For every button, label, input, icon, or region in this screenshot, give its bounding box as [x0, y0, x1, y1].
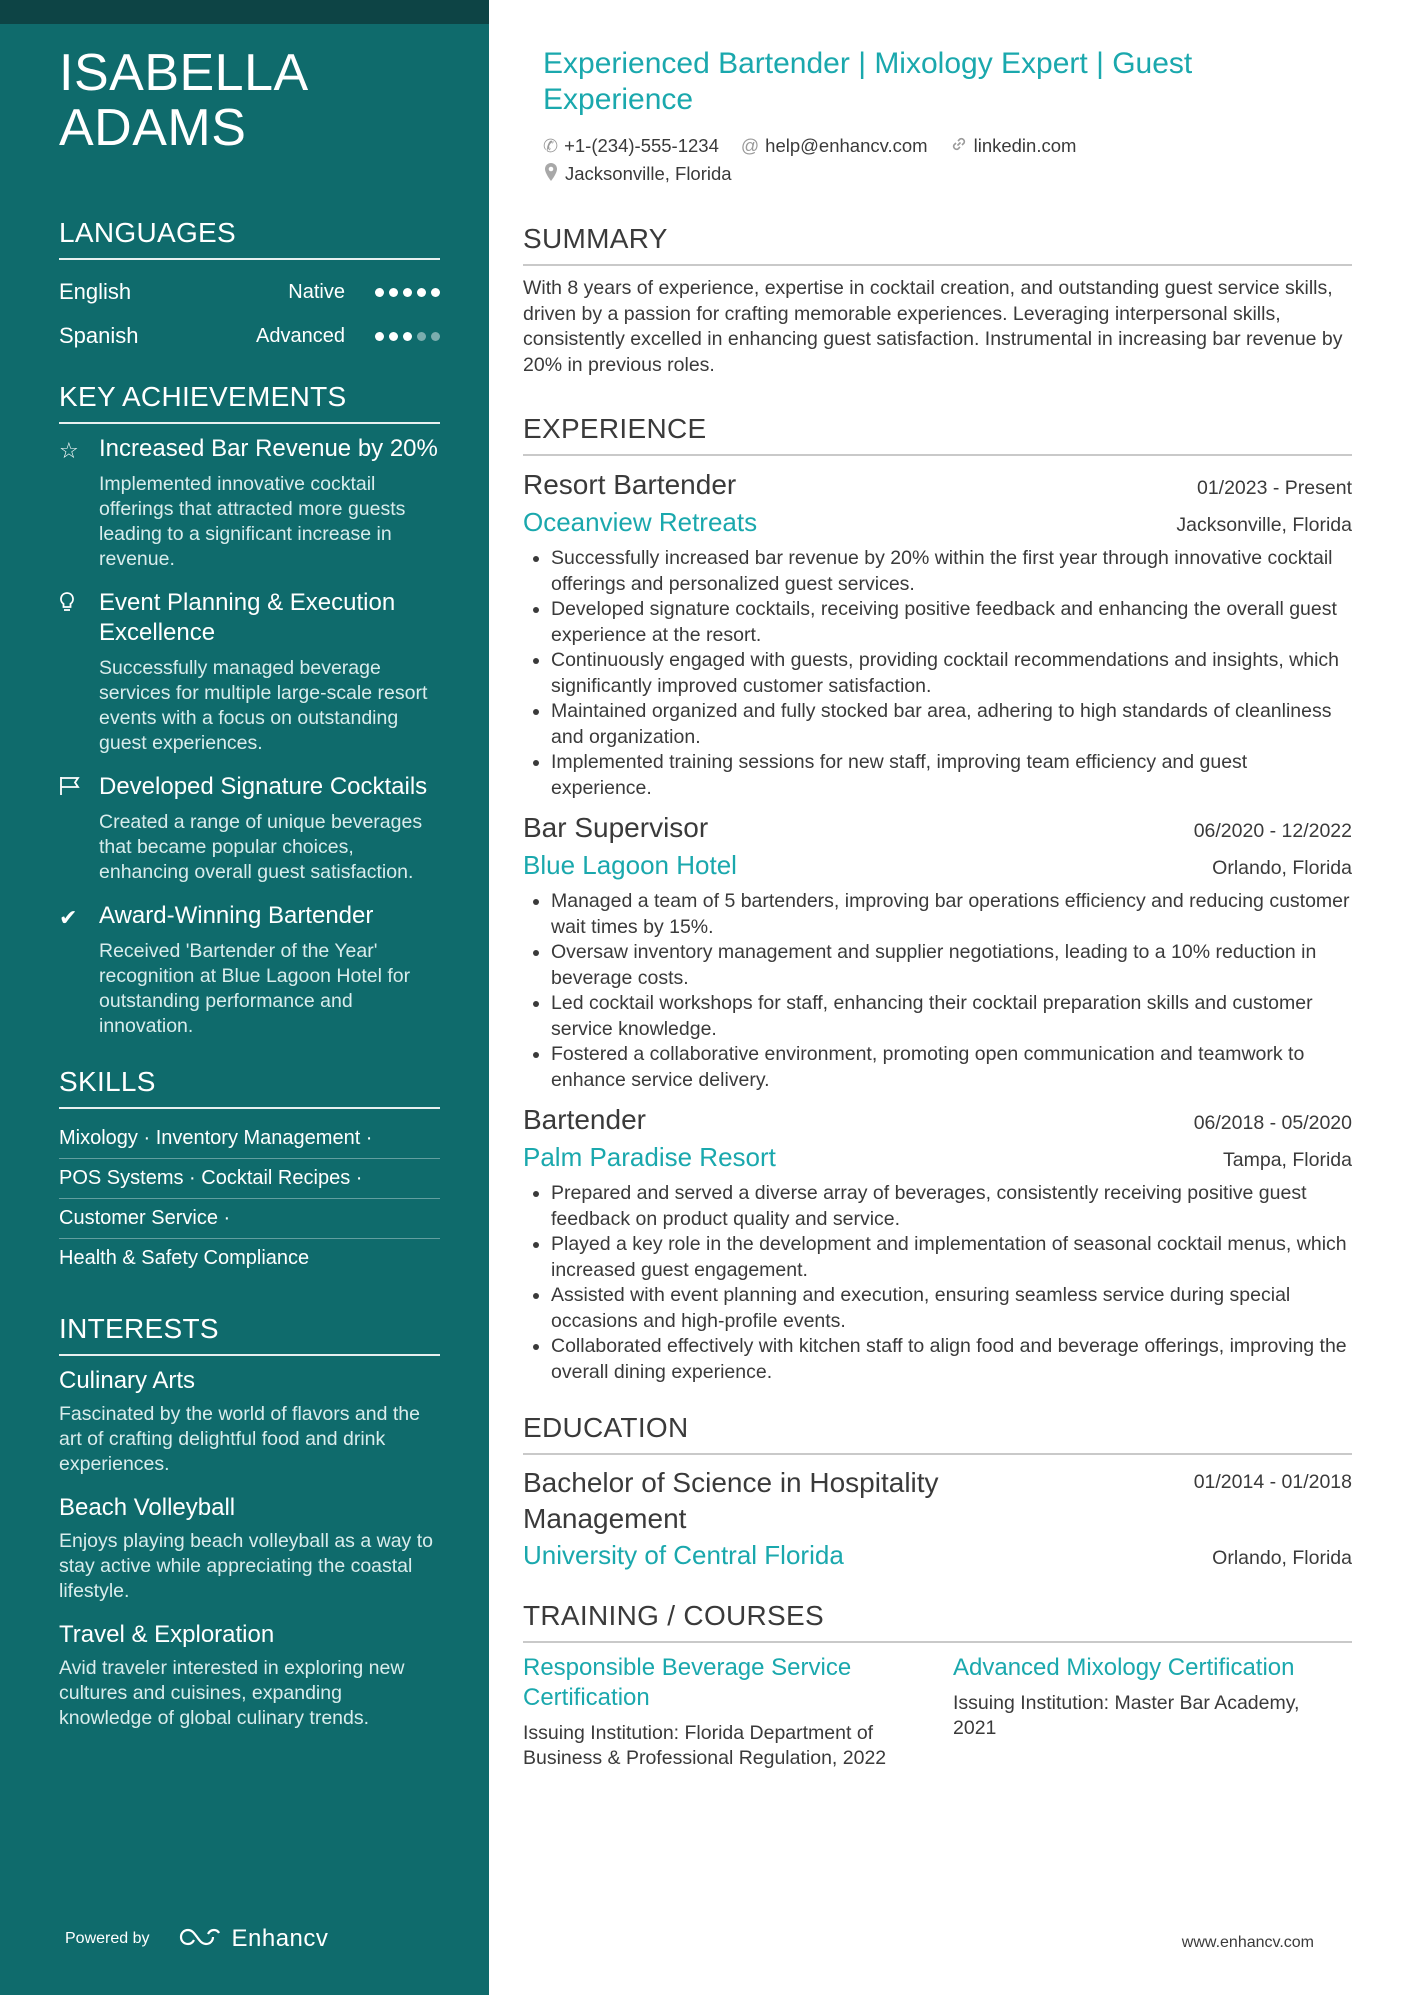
dot-icon: [403, 332, 412, 341]
job-company: Oceanview Retreats: [523, 507, 758, 537]
list-item: • Implemented training sessions for new staff, improving team efficiency and guest experience.: [551, 750, 1352, 801]
dot-icon: [389, 288, 398, 297]
course-desc: Issuing Institution: Florida Department of Business & Professional Regulation, 2022: [523, 1722, 887, 1769]
language-level: Native: [288, 280, 345, 303]
powered-by: [65, 1925, 328, 1953]
list-item: • Maintained organized and fully stocked bar area, adhering to high standards of cleanliness and organization.: [551, 699, 1352, 750]
contact-phone: [543, 135, 719, 157]
achievement-title: Event Planning & Execution Excellence: [99, 589, 396, 646]
check-icon: ✔: [59, 905, 78, 930]
candidate-name: [59, 46, 440, 156]
course-item: [953, 1653, 1343, 1771]
sidebar-top-strip: [0, 0, 489, 24]
language-name: Spanish: [59, 323, 139, 348]
job-date: 06/2018 - 05/2020: [1193, 1112, 1352, 1134]
list-item: • Successfully increased bar revenue by 20% within the first year through innovative cocktail offerings and personalized guest services.: [551, 546, 1352, 597]
dot-icon: [403, 288, 412, 297]
contact-link[interactable]: [950, 135, 1077, 158]
job-title: Bartender: [523, 1104, 646, 1135]
name-last: ADAMS: [59, 99, 247, 157]
achievement-desc: Implemented innovative cocktail offerings that attracted more guests leading to a significant increase in revenue.: [99, 473, 406, 570]
footer-url[interactable]: www.enhancv.com: [1181, 1934, 1314, 1951]
achievement-item: [59, 772, 440, 885]
star-icon: ☆: [59, 438, 79, 463]
job-entry: [523, 1101, 1352, 1385]
skills-title: SKILLS: [59, 1065, 440, 1109]
school-name: University of Central Florida: [523, 1540, 844, 1570]
location-pin-icon: [543, 162, 559, 187]
phone-text: +1-(234)-555-1234: [564, 135, 719, 156]
course-title: Responsible Beverage Service Certification: [523, 1654, 852, 1711]
job-location: Tampa, Florida: [1223, 1149, 1352, 1171]
degree-title: Bachelor of Science in Hospitality Management: [523, 1467, 939, 1534]
link-text[interactable]: linkedin.com: [973, 135, 1077, 156]
contact-email[interactable]: [741, 135, 928, 157]
job-date: 01/2023 - Present: [1196, 477, 1352, 499]
training-section: [523, 1599, 1352, 1771]
list-item: • Collaborated effectively with kitchen staff to align food and beverage offerings, improving the overall dining experience.: [551, 1334, 1352, 1385]
list-item: • Led cocktail workshops for staff, enhancing their cocktail preparation skills and customer service knowledge.: [551, 991, 1352, 1042]
interests-section: [59, 1312, 440, 1731]
sidebar: [0, 0, 489, 1995]
main-content: [523, 46, 1352, 1771]
list-item: • Developed signature cocktails, receiving positive feedback and enhancing the overall guest experience at the resort.: [551, 597, 1352, 648]
achievement-desc: Received 'Bartender of the Year' recognition at Blue Lagoon Hotel for outstanding performance and innovation.: [99, 940, 411, 1037]
skill-line: Health & Safety Compliance: [59, 1247, 310, 1269]
job-entry: [523, 809, 1352, 1093]
skill-line: Customer Service ·: [59, 1199, 440, 1239]
language-dots: [375, 332, 440, 341]
training-title: TRAINING / COURSES: [523, 1599, 1352, 1643]
email-text[interactable]: help@enhancv.com: [765, 135, 928, 156]
contact-info: [543, 132, 1352, 188]
course-item: [523, 1653, 913, 1771]
job-title: Resort Bartender: [523, 469, 737, 500]
enhancv-logo-icon: [178, 1926, 224, 1953]
summary-title: SUMMARY: [523, 222, 1352, 266]
job-bullets: [523, 889, 1352, 1093]
school-location: Orlando, Florida: [1212, 1547, 1352, 1569]
list-item: • Played a key role in the development and implementation of seasonal cocktail menus, which increased guest engagement.: [551, 1232, 1352, 1283]
interest-desc: Avid traveler interested in exploring new cultures and cuisines, expanding knowledge of global culinary trends.: [59, 1657, 405, 1729]
dot-icon: [431, 332, 440, 341]
job-location: Jacksonville, Florida: [1176, 514, 1352, 536]
list-item: • Prepared and served a diverse array of beverages, consistently receiving positive guest feedback on product quality and service.: [551, 1181, 1352, 1232]
list-item: • Oversaw inventory management and supplier negotiations, leading to a 10% reduction in beverage costs.: [551, 940, 1352, 991]
name-first: ISABELLA: [59, 44, 309, 102]
job-bullets: [523, 1181, 1352, 1385]
link-icon: [950, 135, 968, 158]
dot-icon: [375, 332, 384, 341]
list-item: • Fostered a collaborative environment, promoting open communication and teamwork to enhance service delivery.: [551, 1042, 1352, 1093]
language-item: [59, 314, 440, 358]
interest-title: Travel & Exploration: [59, 1621, 275, 1648]
education-section: [523, 1411, 1352, 1573]
job-title: Bar Supervisor: [523, 812, 709, 843]
language-dots: [375, 288, 440, 297]
language-name: English: [59, 279, 132, 304]
at-icon: @: [740, 135, 760, 156]
skill-line: POS Systems · Cocktail Recipes ·: [59, 1159, 440, 1199]
achievement-desc: Successfully managed beverage services for multiple large-scale resort events with a focus on outstanding guest experiences.: [99, 657, 428, 754]
job-company: Palm Paradise Resort: [523, 1142, 776, 1172]
achievement-title: Award-Winning Bartender: [99, 902, 374, 929]
headline: Experienced Bartender | Mixology Expert | Guest Experience: [543, 47, 1193, 116]
dot-icon: [417, 332, 426, 341]
job-company: Blue Lagoon Hotel: [523, 850, 737, 880]
achievement-item: [59, 434, 440, 572]
dot-icon: [375, 288, 384, 297]
job-bullets: [523, 546, 1352, 801]
achievement-title: Increased Bar Revenue by 20%: [99, 435, 438, 462]
achievement-item: [59, 901, 440, 1039]
powered-brand: Enhancv: [231, 1925, 329, 1952]
interest-title: Culinary Arts: [59, 1367, 196, 1394]
languages-title: LANGUAGES: [59, 216, 440, 260]
language-level: Advanced: [256, 324, 345, 347]
lightbulb-icon: [59, 588, 99, 756]
powered-label: Powered by: [65, 1930, 150, 1947]
dot-icon: [431, 288, 440, 297]
summary-section: [523, 222, 1352, 378]
course-desc: Issuing Institution: Master Bar Academy, 2021: [953, 1692, 1300, 1739]
flag-icon: [59, 772, 99, 885]
course-title: Advanced Mixology Certification: [953, 1654, 1295, 1681]
skill-line: Mixology · Inventory Management ·: [59, 1119, 440, 1159]
education-date: 01/2014 - 01/2018: [1193, 1471, 1352, 1493]
education-title: EDUCATION: [523, 1411, 1352, 1455]
language-item: [59, 270, 440, 314]
achievements-title: KEY ACHIEVEMENTS: [59, 380, 440, 424]
list-item: • Assisted with event planning and execution, ensuring seamless service during special occasions and high-profile events.: [551, 1283, 1352, 1334]
job-entry: [523, 466, 1352, 801]
job-date: 06/2020 - 12/2022: [1193, 820, 1352, 842]
contact-location: [543, 162, 732, 187]
location-text: Jacksonville, Florida: [565, 163, 732, 184]
achievement-item: [59, 588, 440, 756]
list-item: • Managed a team of 5 bartenders, improving bar operations efficiency and reducing customer wait times by 15%.: [551, 889, 1352, 940]
summary-text: With 8 years of experience, expertise in cocktail creation, and outstanding guest service skills, driven by a passion for crafting memorable experiences. Leveraging interpersonal skills, consistently excelled in enhancing guest satisfaction. Instrumental in increasing bar revenue by 20% in previous roles.: [523, 277, 1343, 376]
phone-icon: ✆: [543, 135, 559, 156]
experience-title: EXPERIENCE: [523, 412, 1352, 456]
interests-title: INTERESTS: [59, 1312, 440, 1356]
skills-section: [59, 1065, 440, 1278]
dot-icon: [417, 288, 426, 297]
achievement-title: Developed Signature Cocktails: [99, 773, 428, 800]
job-location: Orlando, Florida: [1212, 857, 1352, 879]
experience-section: [523, 412, 1352, 1385]
achievements-section: [59, 380, 440, 1039]
interest-desc: Fascinated by the world of flavors and the art of crafting delightful food and drink experiences.: [59, 1403, 420, 1475]
interest-desc: Enjoys playing beach volleyball as a way to stay active while appreciating the coastal lifestyle.: [59, 1530, 433, 1602]
achievement-desc: Created a range of unique beverages that became popular choices, enhancing overall guest satisfaction.: [99, 811, 423, 883]
languages-section: [59, 216, 440, 358]
dot-icon: [389, 332, 398, 341]
interest-title: Beach Volleyball: [59, 1494, 236, 1521]
list-item: • Continuously engaged with guests, providing cocktail recommendations and insights, which significantly improved customer satisfaction.: [551, 648, 1352, 699]
